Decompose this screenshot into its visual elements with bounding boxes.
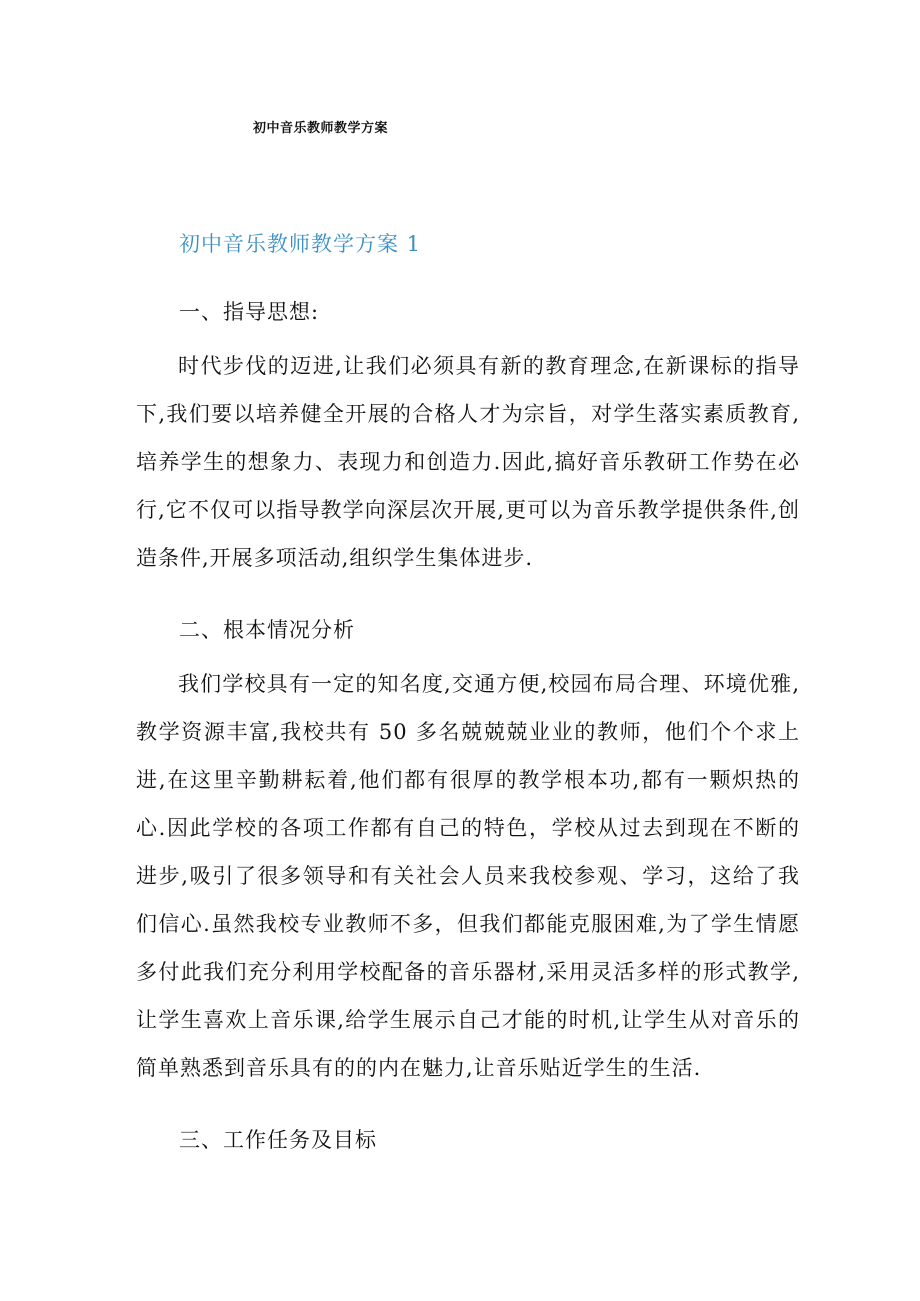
paragraph-situation-analysis: 我们学校具有一定的知名度,交通方便,校园布局合理、环境优雅,教学资源丰富,我校共有 50 多名兢兢兢业业的教师，他们个个求上进,在这里辛勤耕耘着,他们都有很厚的教学根本功,都有一颗炽热的心.因此学校的各项工作都有自己的特色，学校从过去到现在不断的进步,吸引了很多领导和有关社会人员来我校参观、学习，这给了我们信心.虽然我校专业教师不多，但我们都能克服困难,为了学生情愿多付此我们充分利用学校配备的音乐器材,采用灵活多样的形式教学,让学生喜欢上音乐课,给学生展示自己才能的时机,让学生从对音乐的简单熟悉到音乐具有的的内在魅力,让音乐贴近学生的生活. <box>136 672 800 1080</box>
heading-guiding-ideology: 一、指导思想: <box>179 300 320 324</box>
paragraph-guiding-ideology: 时代步伐的迈进,让我们必须具有新的教育理念,在新课标的指导下,我们要以培养健全开展的合格人才为宗旨，对学生落实素质教育,培养学生的想象力、表现力和创造力.因此,搞好音乐教研工作势在必行,它不仅可以指导教学向深层次开展,更可以为音乐教学提供条件,创造条件,开展多项活动,组织学生集体进步. <box>136 354 800 570</box>
document-header: 初中音乐教师教学方案 <box>253 121 389 136</box>
section-title: 初中音乐教师教学方案 1 <box>179 232 422 256</box>
heading-situation-analysis: 二、根本情况分析 <box>179 618 355 642</box>
heading-tasks-and-goals: 三、工作任务及目标 <box>179 1128 377 1152</box>
